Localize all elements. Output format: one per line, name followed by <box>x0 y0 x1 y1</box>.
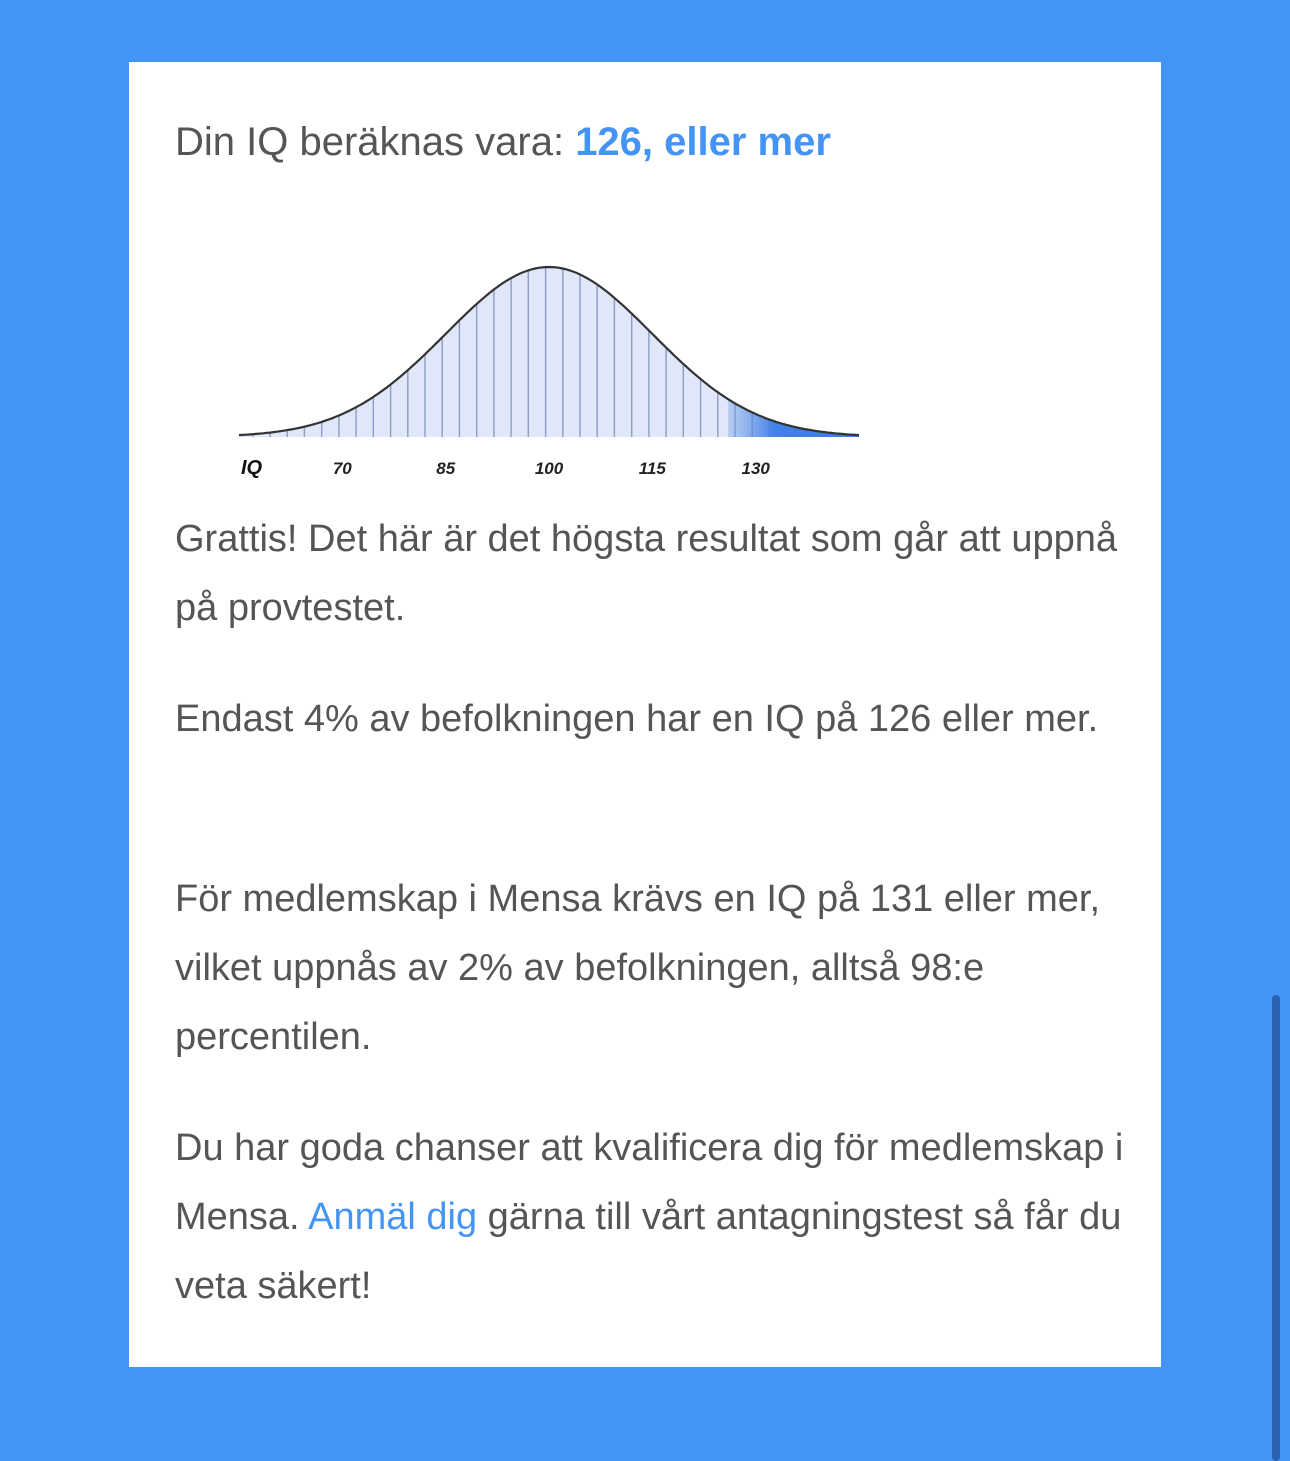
x-tick-label: 85 <box>436 459 456 478</box>
highlighted-tail-area <box>728 399 859 437</box>
iq-result-value: 126, eller mer <box>575 120 831 164</box>
x-axis-label: IQ <box>241 457 263 479</box>
x-axis-ticks <box>333 459 771 478</box>
x-tick-label: 100 <box>534 459 564 478</box>
highlight-tail <box>728 399 859 437</box>
x-tick-label: 130 <box>741 459 770 478</box>
iq-distribution-chart <box>227 222 867 492</box>
mensa-requirement-paragraph: För medlemskap i Mensa krävs en IQ på 131 eller mer, vilket uppnås av 2% av befolkningen, alltså 98:e percentilen. <box>175 878 1101 1058</box>
iq-result-line <box>175 114 831 170</box>
curve-fill-area <box>239 267 859 437</box>
curve-fill <box>239 267 859 437</box>
congrats-paragraph: Grattis! Det här är det högsta resultat som går att uppnå på provtestet. <box>175 518 1118 629</box>
scrollbar[interactable] <box>1272 995 1280 1461</box>
signup-text-before: Du har goda chanser att kvalificera dig för medlemskap i Mensa. <box>175 1127 1124 1238</box>
signup-text-after: gärna till vårt antagningstest så får du veta säkert! <box>175 1196 1122 1307</box>
result-card <box>129 62 1161 1367</box>
signup-paragraph <box>175 1114 1125 1321</box>
iq-result-label: Din IQ beräknas vara: <box>175 120 565 164</box>
population-paragraph: Endast 4% av befolkningen har en IQ på 126 eller mer. <box>175 698 1099 740</box>
x-tick-label: 70 <box>332 459 352 478</box>
signup-link[interactable]: Anmäl dig <box>308 1196 478 1238</box>
x-tick-label: 115 <box>638 459 666 478</box>
